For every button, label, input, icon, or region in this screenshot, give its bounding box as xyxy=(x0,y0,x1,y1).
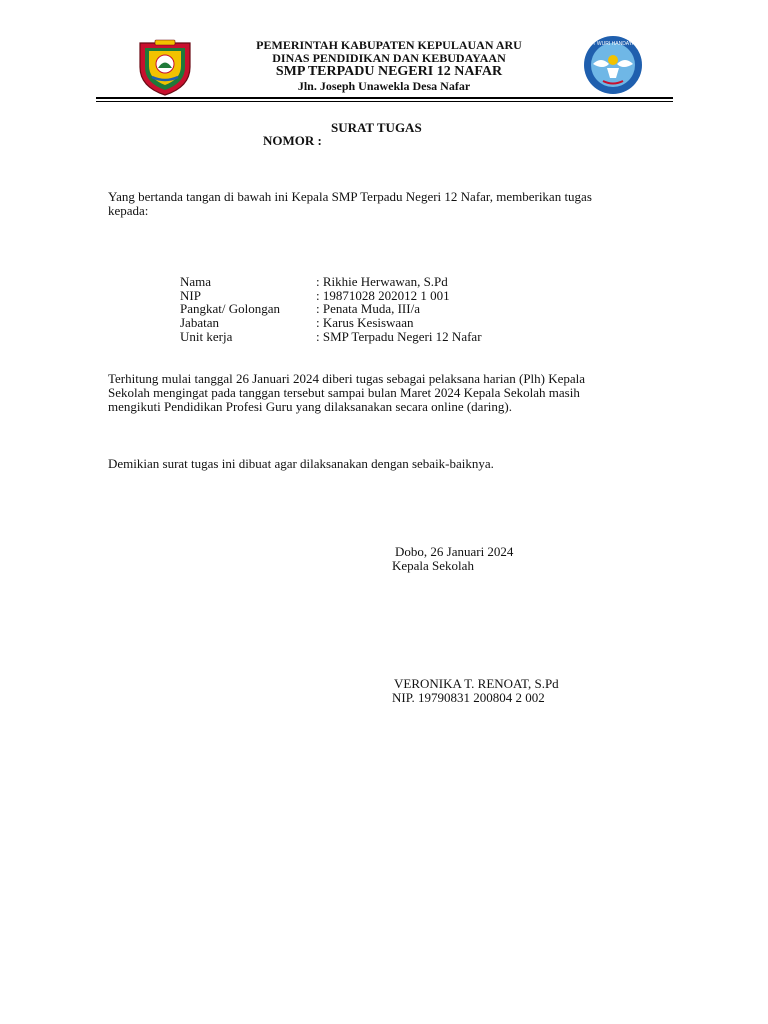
letterhead-department: DINAS PENDIDIKAN DAN KEBUDAYAAN xyxy=(272,51,506,65)
letterhead-rule-thin xyxy=(96,101,673,102)
body-line-1: Terhitung mulai tanggal 26 Januari 2024 diberi tugas sebagai pelaksana harian (Plh) Kepala xyxy=(108,371,586,386)
letterhead-government: PEMERINTAH KABUPATEN KEPULAUAN ARU xyxy=(256,38,522,52)
detail-value: : 19871028 202012 1 001 xyxy=(316,288,450,303)
letterhead-school: SMP TERPADU NEGERI 12 NAFAR xyxy=(275,64,503,79)
tut-wuri-motto: TUT WURI HANDAYANI xyxy=(585,41,641,47)
signatory-nip: NIP. 19790831 200804 2 002 xyxy=(392,690,545,705)
opening-line-1: Yang bertanda tangan di bawah ini Kepala SMP Terpadu Negeri 12 Nafar, memberikan tugas xyxy=(108,189,592,204)
detail-label: Unit kerja xyxy=(180,329,233,344)
detail-label: Jabatan xyxy=(180,315,219,330)
document-title: SURAT TUGAS xyxy=(331,120,422,135)
detail-value: : Penata Muda, III/a xyxy=(316,301,420,316)
closing-sentence: Demikian surat tugas ini dibuat agar dilaksanakan dengan sebaik-baiknya. xyxy=(108,456,494,471)
detail-value: : Rikhie Herwawan, S.Pd xyxy=(316,274,448,289)
detail-label: NIP xyxy=(180,288,201,303)
letterhead-address: Jln. Joseph Unawekla Desa Nafar xyxy=(297,79,471,93)
body-line-2: Sekolah mengingat pada tanggan tersebut sampai bulan Maret 2024 Kepala Sekolah masih xyxy=(108,385,580,400)
signature-place-date: Dobo, 26 Januari 2024 xyxy=(395,544,514,559)
detail-label: Pangkat/ Golongan xyxy=(180,301,281,316)
opening-line-2: kepada: xyxy=(108,203,149,218)
signature-position: Kepala Sekolah xyxy=(392,558,474,573)
body-line-3: mengikuti Pendidikan Profesi Guru yang dilaksanakan secara online (daring). xyxy=(108,399,512,414)
tut-wuri-handayani-logo-icon xyxy=(581,34,645,96)
detail-value: : Karus Kesiswaan xyxy=(316,315,414,330)
document-number-label: NOMOR : xyxy=(263,133,322,148)
letterhead-rule-thick xyxy=(96,97,673,99)
detail-label: Nama xyxy=(180,274,212,289)
signatory-name: VERONIKA T. RENOAT, S.Pd xyxy=(394,676,559,691)
detail-value: : SMP Terpadu Negeri 12 Nafar xyxy=(316,329,482,344)
